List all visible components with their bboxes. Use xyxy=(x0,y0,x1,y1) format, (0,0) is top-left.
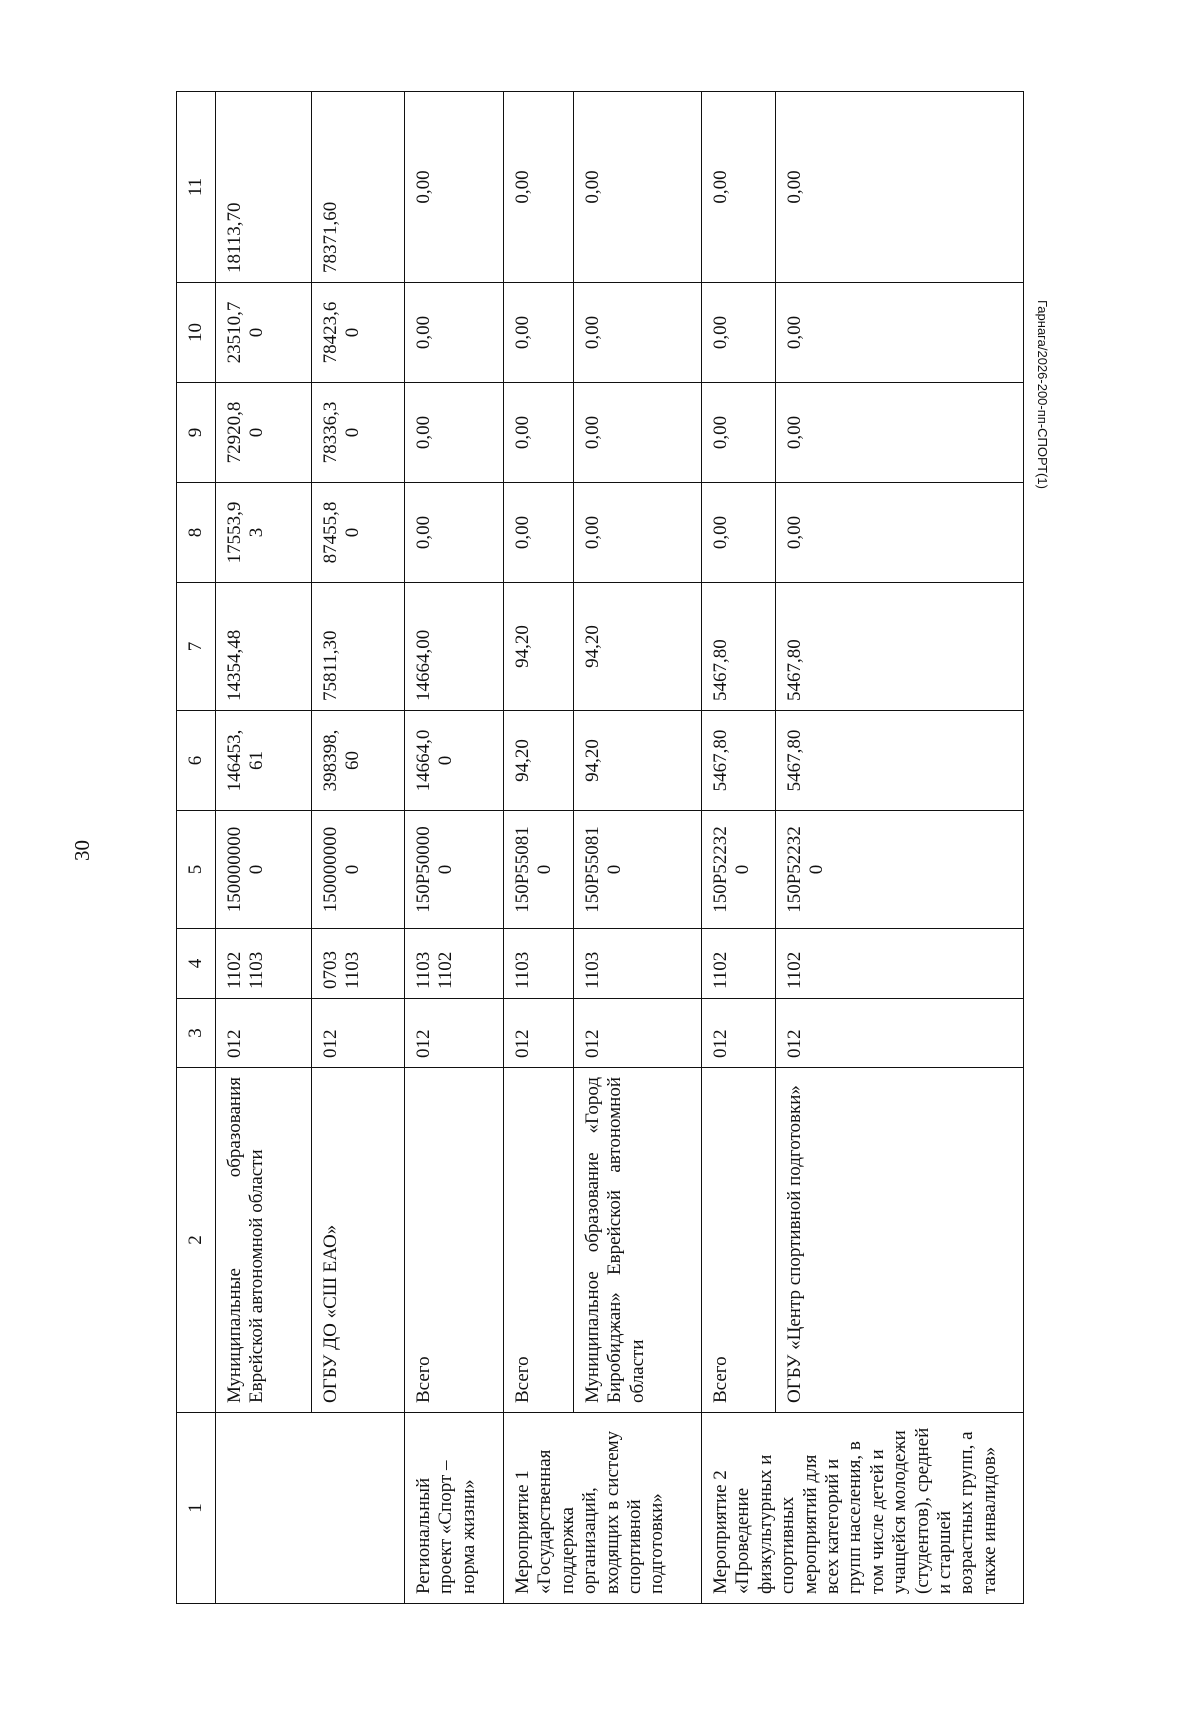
grbs-cell: 012 xyxy=(776,999,1024,1068)
section-cell xyxy=(312,929,405,999)
amount-cell: 0,00 xyxy=(574,283,702,383)
amount-cell: 0,00 xyxy=(776,92,1024,283)
section-cell xyxy=(574,929,702,999)
program-cell: Мероприятие 1 «Государственная поддержка организаций, входящих в систему спортивной подготовки» xyxy=(504,1413,702,1604)
amount-cell: 0,00 xyxy=(776,383,1024,483)
section-code: 1102 xyxy=(710,951,731,989)
section-code: 1102 xyxy=(224,951,245,989)
table-row xyxy=(216,92,312,1604)
amount-cell: 14354,48 xyxy=(216,583,312,711)
executor-cell: ОГБУ ДО «СШ ЕАО» xyxy=(312,1068,405,1413)
executor-cell: Всего xyxy=(702,1068,776,1413)
grbs-cell: 012 xyxy=(702,999,776,1068)
section-code: 1103 xyxy=(582,951,603,989)
column-header: 9 xyxy=(177,383,216,483)
amount-cell: 0,00 xyxy=(504,92,574,283)
amount-cell: 72920,8 0 xyxy=(216,383,312,483)
amount-cell: 94,20 xyxy=(574,583,702,711)
amount-cell: 78423,6 0 xyxy=(312,283,405,383)
table-row xyxy=(504,92,574,1604)
amount-cell: 0,00 xyxy=(574,483,702,583)
column-header: 2 xyxy=(177,1068,216,1413)
amount-cell: 0,00 xyxy=(702,283,776,383)
section-code: 1102 xyxy=(784,951,805,989)
amount-cell: 94,20 xyxy=(574,711,702,811)
section-cell xyxy=(405,929,504,999)
executor-cell: Всего xyxy=(504,1068,574,1413)
executor-cell: Муниципальные образования Еврейской автономной области xyxy=(216,1068,312,1413)
program-cell xyxy=(216,1413,405,1604)
amount-cell: 0,00 xyxy=(776,483,1024,583)
program-cell: Региональный проект «Спорт – норма жизни» xyxy=(405,1413,504,1604)
amount-cell: 14664,00 xyxy=(405,583,504,711)
table-header-row xyxy=(177,92,216,1604)
amount-cell: 0,00 xyxy=(574,383,702,483)
target-article-cell: 150Р55081 0 xyxy=(574,811,702,929)
executor-cell: ОГБУ «Центр спортивной подготовки» xyxy=(776,1068,1024,1413)
program-cell: Мероприятие 2 «Проведение физкультурных и спортивных мероприятий для всех категорий и групп населения, в том числе детей и учащейся молодежи (студентов), средней и старшей возрастных групп, а также инвалидов» xyxy=(702,1413,1024,1604)
target-article-cell: 150000000 0 xyxy=(216,811,312,929)
amount-cell: 0,00 xyxy=(702,92,776,283)
target-article-cell: 150000000 0 xyxy=(312,811,405,929)
table-row xyxy=(405,92,504,1604)
column-header: 8 xyxy=(177,483,216,583)
table-row xyxy=(312,92,405,1604)
grbs-cell: 012 xyxy=(312,999,405,1068)
amount-cell: 14664,0 0 xyxy=(405,711,504,811)
amount-cell: 23510,7 0 xyxy=(216,283,312,383)
column-header: 10 xyxy=(177,283,216,383)
column-header: 11 xyxy=(177,92,216,283)
executor-cell: Всего xyxy=(405,1068,504,1413)
amount-cell: 0,00 xyxy=(405,483,504,583)
amount-cell: 5467,80 xyxy=(776,583,1024,711)
section-code: 1103 xyxy=(413,951,434,989)
amount-cell: 0,00 xyxy=(405,383,504,483)
target-article-cell: 150Р52232 0 xyxy=(776,811,1024,929)
page-number: 30 xyxy=(70,840,94,861)
amount-cell: 5467,80 xyxy=(702,583,776,711)
amount-cell: 0,00 xyxy=(504,483,574,583)
column-header: 3 xyxy=(177,999,216,1068)
amount-cell: 0,00 xyxy=(405,283,504,383)
amount-cell: 146453, 61 xyxy=(216,711,312,811)
section-code: 1103 xyxy=(246,951,268,989)
section-code: 0703 xyxy=(320,951,341,989)
amount-cell: 78336,3 0 xyxy=(312,383,405,483)
column-header: 1 xyxy=(177,1413,216,1604)
target-article-cell: 150Р52232 0 xyxy=(702,811,776,929)
amount-cell: 0,00 xyxy=(504,383,574,483)
column-header: 4 xyxy=(177,929,216,999)
table-row xyxy=(574,92,702,1604)
amount-cell: 398398, 60 xyxy=(312,711,405,811)
section-code: 1103 xyxy=(342,951,364,989)
table-row xyxy=(776,92,1024,1604)
amount-cell: 75811,30 xyxy=(312,583,405,711)
amount-cell: 0,00 xyxy=(405,92,504,283)
section-cell xyxy=(776,929,1024,999)
grbs-cell: 012 xyxy=(216,999,312,1068)
target-article-cell: 150Р55081 0 xyxy=(504,811,574,929)
executor-cell: Муниципальное образование «Город Биробиджан» Еврейской автономной области xyxy=(574,1068,702,1413)
amount-cell: 17553,9 3 xyxy=(216,483,312,583)
amount-cell: 87455,8 0 xyxy=(312,483,405,583)
rotated-table-block xyxy=(176,92,1056,1604)
amount-cell: 94,20 xyxy=(504,583,574,711)
amount-cell: 94,20 xyxy=(504,711,574,811)
amount-cell: 0,00 xyxy=(574,92,702,283)
amount-cell: 5467,80 xyxy=(702,711,776,811)
amount-cell: 18113,70 xyxy=(216,92,312,283)
section-cell xyxy=(504,929,574,999)
document-code: Гарнага/2026-200-пп-СПОРТ(1) xyxy=(1035,300,1050,489)
grbs-cell: 012 xyxy=(405,999,504,1068)
section-code: 1102 xyxy=(435,951,457,989)
table-row xyxy=(702,92,776,1604)
amount-cell: 0,00 xyxy=(504,283,574,383)
section-cell xyxy=(216,929,312,999)
amount-cell: 0,00 xyxy=(776,283,1024,383)
grbs-cell: 012 xyxy=(574,999,702,1068)
grbs-cell: 012 xyxy=(504,999,574,1068)
amount-cell: 0,00 xyxy=(702,383,776,483)
column-header: 6 xyxy=(177,711,216,811)
amount-cell: 0,00 xyxy=(702,483,776,583)
amount-cell: 5467,80 xyxy=(776,711,1024,811)
column-header: 7 xyxy=(177,583,216,711)
section-cell xyxy=(702,929,776,999)
column-header: 5 xyxy=(177,811,216,929)
target-article-cell: 150Р50000 0 xyxy=(405,811,504,929)
amount-cell: 78371,60 xyxy=(312,92,405,283)
budget-table xyxy=(176,91,1024,1604)
section-code: 1103 xyxy=(512,951,533,989)
